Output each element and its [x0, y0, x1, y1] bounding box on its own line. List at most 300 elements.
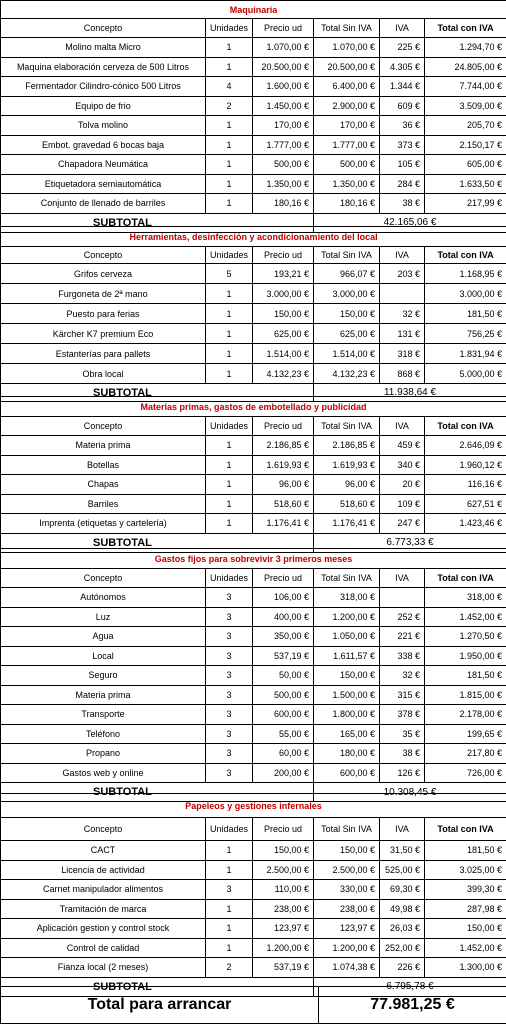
units-cell: 1: [206, 135, 253, 155]
concept-cell: CACT: [1, 841, 206, 861]
vat-cell: 69,30 €: [380, 880, 425, 900]
table-row: [1, 174, 506, 194]
vat-cell: 32 €: [380, 666, 425, 686]
table-row: [1, 135, 506, 155]
unit-price-cell: 400,00 €: [253, 607, 314, 627]
column-header: Unidades: [206, 247, 253, 264]
units-cell: 3: [206, 763, 253, 783]
table-row: [1, 860, 506, 880]
vat-cell: 1.344 €: [380, 77, 425, 97]
unit-price-cell: 200,00 €: [253, 763, 314, 783]
concept-cell: Licencia de actividad: [1, 860, 206, 880]
unit-price-cell: 1.514,00 €: [253, 344, 314, 364]
vat-cell: 38 €: [380, 744, 425, 764]
total-with-vat-cell: 3.025,00 €: [425, 860, 506, 880]
table-row: [1, 958, 506, 978]
vat-cell: 252 €: [380, 607, 425, 627]
concept-cell: Fermentador Cilindro-cónico 500 Litros: [1, 77, 206, 97]
total-with-vat-cell: 2.646,09 €: [425, 436, 506, 456]
budget-section-table: [0, 548, 506, 802]
units-cell: 3: [206, 724, 253, 744]
vat-cell: 109 €: [380, 494, 425, 514]
units-cell: 1: [206, 475, 253, 495]
total-with-vat-cell: 150,00 €: [425, 919, 506, 939]
concept-cell: Control de calidad: [1, 938, 206, 958]
total-with-vat-cell: 627,51 €: [425, 494, 506, 514]
total-with-vat-cell: 1.300,00 €: [425, 958, 506, 978]
column-header-row: [1, 818, 506, 841]
vat-cell: [380, 588, 425, 608]
total-with-vat-cell: 181,50 €: [425, 666, 506, 686]
total-with-vat-cell: 205,70 €: [425, 116, 506, 136]
units-cell: 1: [206, 194, 253, 214]
vat-cell: 221 €: [380, 627, 425, 647]
total-no-vat-cell: 123,97 €: [314, 919, 380, 939]
vat-cell: 315 €: [380, 685, 425, 705]
table-row: [1, 938, 506, 958]
total-with-vat-cell: 3.000,00 €: [425, 284, 506, 304]
units-cell: 1: [206, 860, 253, 880]
concept-cell: Maquina elaboración cerveza de 500 Litros: [1, 57, 206, 77]
units-cell: 1: [206, 364, 253, 384]
subtotal-value: 6.773,33 €: [314, 533, 506, 552]
column-header: Unidades: [206, 818, 253, 841]
table-row: [1, 705, 506, 725]
concept-cell: Botellas: [1, 455, 206, 475]
column-header: Precio ud: [253, 569, 314, 588]
column-header: Total Sin IVA: [314, 569, 380, 588]
unit-price-cell: 1.777,00 €: [253, 135, 314, 155]
vat-cell: 247 €: [380, 514, 425, 534]
section-title: Materias primas, gastos de embotellado y publicidad: [1, 397, 506, 417]
total-no-vat-cell: 1.050,00 €: [314, 627, 380, 647]
concept-cell: Agua: [1, 627, 206, 647]
units-cell: 3: [206, 666, 253, 686]
unit-price-cell: 110,00 €: [253, 880, 314, 900]
total-no-vat-cell: 170,00 €: [314, 116, 380, 136]
total-with-vat-cell: 1.270,50 €: [425, 627, 506, 647]
column-header: IVA: [380, 19, 425, 38]
subtotal-label: SUBTOTAL: [1, 384, 314, 402]
vat-cell: 35 €: [380, 724, 425, 744]
vat-cell: 868 €: [380, 364, 425, 384]
concept-cell: Etiquetadora semiautomática: [1, 174, 206, 194]
vat-cell: 338 €: [380, 646, 425, 666]
total-no-vat-cell: 96,00 €: [314, 475, 380, 495]
vat-cell: 373 €: [380, 135, 425, 155]
total-with-vat-cell: 287,98 €: [425, 899, 506, 919]
concept-cell: Puesto para ferias: [1, 304, 206, 324]
concept-cell: Autónomos: [1, 588, 206, 608]
units-cell: 1: [206, 514, 253, 534]
concept-cell: Tolva molino: [1, 116, 206, 136]
units-cell: 3: [206, 607, 253, 627]
concept-cell: Tramitación de marca: [1, 899, 206, 919]
table-row: [1, 841, 506, 861]
concept-cell: Imprenta (etiquetas y cartelería): [1, 514, 206, 534]
section-title-row: [1, 227, 506, 247]
column-header: Concepto: [1, 247, 206, 264]
unit-price-cell: 518,60 €: [253, 494, 314, 514]
unit-price-cell: 2.500,00 €: [253, 860, 314, 880]
total-no-vat-cell: 318,00 €: [314, 588, 380, 608]
total-with-vat-cell: 1.950,00 €: [425, 646, 506, 666]
column-header: Total con IVA: [425, 417, 506, 436]
total-with-vat-cell: 1.633,50 €: [425, 174, 506, 194]
table-row: [1, 494, 506, 514]
units-cell: 3: [206, 744, 253, 764]
units-cell: 1: [206, 436, 253, 456]
unit-price-cell: 106,00 €: [253, 588, 314, 608]
section-title: Gastos fijos para sobrevivir 3 primeros meses: [1, 549, 506, 569]
table-row: [1, 646, 506, 666]
subtotal-value: 42.165,06 €: [314, 213, 506, 232]
units-cell: 5: [206, 264, 253, 284]
table-row: [1, 685, 506, 705]
total-with-vat-cell: 1.294,70 €: [425, 38, 506, 58]
column-header: Unidades: [206, 19, 253, 38]
unit-price-cell: 60,00 €: [253, 744, 314, 764]
table-row: [1, 155, 506, 175]
column-header: Precio ud: [253, 818, 314, 841]
unit-price-cell: 600,00 €: [253, 705, 314, 725]
subtotal-value: 11.938,64 €: [314, 384, 506, 402]
total-no-vat-cell: 1.176,41 €: [314, 514, 380, 534]
concept-cell: Transporte: [1, 705, 206, 725]
column-header-row: [1, 569, 506, 588]
table-row: [1, 763, 506, 783]
total-no-vat-cell: 600,00 €: [314, 763, 380, 783]
concept-cell: Kärcher K7 premium Eco: [1, 324, 206, 344]
unit-price-cell: 1.070,00 €: [253, 38, 314, 58]
vat-cell: 131 €: [380, 324, 425, 344]
vat-cell: 32 €: [380, 304, 425, 324]
total-no-vat-cell: 150,00 €: [314, 304, 380, 324]
total-no-vat-cell: 1.611,57 €: [314, 646, 380, 666]
unit-price-cell: 1.176,41 €: [253, 514, 314, 534]
column-header: Concepto: [1, 818, 206, 841]
units-cell: 1: [206, 899, 253, 919]
budget-section-table: [0, 396, 506, 553]
units-cell: 3: [206, 685, 253, 705]
column-header: Total Sin IVA: [314, 818, 380, 841]
concept-cell: Materia prima: [1, 685, 206, 705]
total-with-vat-cell: 5.000,00 €: [425, 364, 506, 384]
units-cell: 3: [206, 588, 253, 608]
total-no-vat-cell: 1.777,00 €: [314, 135, 380, 155]
total-with-vat-cell: 116,16 €: [425, 475, 506, 495]
concept-cell: Barriles: [1, 494, 206, 514]
column-header: Total con IVA: [425, 247, 506, 264]
units-cell: 1: [206, 116, 253, 136]
vat-cell: 26,03 €: [380, 919, 425, 939]
vat-cell: 126 €: [380, 763, 425, 783]
units-cell: 1: [206, 494, 253, 514]
section-title-row: [1, 549, 506, 569]
vat-cell: 226 €: [380, 958, 425, 978]
unit-price-cell: 1.600,00 €: [253, 77, 314, 97]
total-no-vat-cell: 4.132,23 €: [314, 364, 380, 384]
total-no-vat-cell: 1.619,93 €: [314, 455, 380, 475]
column-header: IVA: [380, 818, 425, 841]
total-with-vat-cell: 181,50 €: [425, 304, 506, 324]
units-cell: 2: [206, 96, 253, 116]
subtotal-label: SUBTOTAL: [1, 977, 314, 996]
budget-section-table: [0, 226, 506, 402]
unit-price-cell: 96,00 €: [253, 475, 314, 495]
column-header: Unidades: [206, 569, 253, 588]
total-with-vat-cell: 1.960,12 €: [425, 455, 506, 475]
table-row: [1, 57, 506, 77]
vat-cell: 203 €: [380, 264, 425, 284]
table-row: [1, 899, 506, 919]
total-no-vat-cell: 500,00 €: [314, 155, 380, 175]
total-with-vat-cell: 2.178,00 €: [425, 705, 506, 725]
unit-price-cell: 1.619,93 €: [253, 455, 314, 475]
total-with-vat-cell: 1.452,00 €: [425, 938, 506, 958]
column-header: Total Sin IVA: [314, 417, 380, 436]
table-row: [1, 116, 506, 136]
unit-price-cell: 500,00 €: [253, 155, 314, 175]
total-no-vat-cell: 518,60 €: [314, 494, 380, 514]
section-title-row: [1, 397, 506, 417]
vat-cell: 378 €: [380, 705, 425, 725]
table-row: [1, 284, 506, 304]
total-with-vat-cell: 2.150,17 €: [425, 135, 506, 155]
total-with-vat-cell: 756,25 €: [425, 324, 506, 344]
vat-cell: 105 €: [380, 155, 425, 175]
units-cell: 1: [206, 841, 253, 861]
total-no-vat-cell: 1.800,00 €: [314, 705, 380, 725]
concept-cell: Materia prima: [1, 436, 206, 456]
units-cell: 2: [206, 958, 253, 978]
table-row: [1, 724, 506, 744]
column-header: Concepto: [1, 19, 206, 38]
total-with-vat-cell: 3.509,00 €: [425, 96, 506, 116]
total-no-vat-cell: 1.500,00 €: [314, 685, 380, 705]
vat-cell: 525,00 €: [380, 860, 425, 880]
concept-cell: Estanterías para pallets: [1, 344, 206, 364]
vat-cell: 31,50 €: [380, 841, 425, 861]
grand-total-row: [0, 986, 506, 1024]
vat-cell: 225 €: [380, 38, 425, 58]
total-no-vat-cell: 238,00 €: [314, 899, 380, 919]
vat-cell: 49,98 €: [380, 899, 425, 919]
units-cell: 1: [206, 324, 253, 344]
unit-price-cell: 1.350,00 €: [253, 174, 314, 194]
units-cell: 1: [206, 919, 253, 939]
subtotal-label: SUBTOTAL: [1, 213, 314, 232]
section-title: Herramientas, desinfección y acondicionamiento del local: [1, 227, 506, 247]
concept-cell: Furgoneta de 2ª mano: [1, 284, 206, 304]
table-row: [1, 96, 506, 116]
unit-price-cell: 20.500,00 €: [253, 57, 314, 77]
column-header: Precio ud: [253, 417, 314, 436]
vat-cell: 252,00 €: [380, 938, 425, 958]
unit-price-cell: 625,00 €: [253, 324, 314, 344]
total-with-vat-cell: 217,80 €: [425, 744, 506, 764]
concept-cell: Gastos web y online: [1, 763, 206, 783]
subtotal-value: 6.795,78 €: [314, 977, 506, 996]
concept-cell: Obra local: [1, 364, 206, 384]
table-row: [1, 324, 506, 344]
subtotal-label: SUBTOTAL: [1, 783, 314, 802]
table-row: [1, 744, 506, 764]
concept-cell: Aplicación gestion y control stock: [1, 919, 206, 939]
units-cell: 1: [206, 57, 253, 77]
column-header: Total con IVA: [425, 569, 506, 588]
total-no-vat-cell: 6.400,00 €: [314, 77, 380, 97]
concept-cell: Luz: [1, 607, 206, 627]
unit-price-cell: 180,16 €: [253, 194, 314, 214]
vat-cell: 284 €: [380, 174, 425, 194]
section-title-row: [1, 794, 506, 818]
total-no-vat-cell: 2.900,00 €: [314, 96, 380, 116]
concept-cell: Fianza local (2 meses): [1, 958, 206, 978]
unit-price-cell: 2.186,85 €: [253, 436, 314, 456]
table-row: [1, 77, 506, 97]
vat-cell: 318 €: [380, 344, 425, 364]
vat-cell: 459 €: [380, 436, 425, 456]
total-with-vat-cell: 217,99 €: [425, 194, 506, 214]
grand-total-value: 77.981,25 €: [319, 987, 506, 1024]
total-with-vat-cell: 726,00 €: [425, 763, 506, 783]
total-no-vat-cell: 625,00 €: [314, 324, 380, 344]
unit-price-cell: 1.450,00 €: [253, 96, 314, 116]
total-no-vat-cell: 180,00 €: [314, 744, 380, 764]
concept-cell: Local: [1, 646, 206, 666]
vat-cell: [380, 284, 425, 304]
table-row: [1, 455, 506, 475]
concept-cell: Grifos cerveza: [1, 264, 206, 284]
table-row: [1, 588, 506, 608]
units-cell: 1: [206, 284, 253, 304]
section-title: Papeleos y gestiones infernales: [1, 794, 506, 818]
subtotal-label: SUBTOTAL: [1, 533, 314, 552]
units-cell: 1: [206, 455, 253, 475]
subtotal-value: 10.308,45 €: [314, 783, 506, 802]
unit-price-cell: 1.200,00 €: [253, 938, 314, 958]
total-with-vat-cell: 181,50 €: [425, 841, 506, 861]
table-row: [1, 264, 506, 284]
total-with-vat-cell: 605,00 €: [425, 155, 506, 175]
units-cell: 3: [206, 627, 253, 647]
units-cell: 4: [206, 77, 253, 97]
section-title: Maquinaria: [1, 1, 506, 19]
units-cell: 3: [206, 646, 253, 666]
column-header: Total Sin IVA: [314, 19, 380, 38]
total-no-vat-cell: 966,07 €: [314, 264, 380, 284]
unit-price-cell: 500,00 €: [253, 685, 314, 705]
table-row: [1, 304, 506, 324]
total-with-vat-cell: 399,30 €: [425, 880, 506, 900]
units-cell: 1: [206, 174, 253, 194]
total-no-vat-cell: 180,16 €: [314, 194, 380, 214]
total-no-vat-cell: 20.500,00 €: [314, 57, 380, 77]
units-cell: 1: [206, 938, 253, 958]
table-row: [1, 627, 506, 647]
column-header: Concepto: [1, 569, 206, 588]
column-header: Total con IVA: [425, 818, 506, 841]
column-header: IVA: [380, 417, 425, 436]
column-header: Unidades: [206, 417, 253, 436]
column-header: IVA: [380, 569, 425, 588]
total-with-vat-cell: 1.452,00 €: [425, 607, 506, 627]
total-no-vat-cell: 330,00 €: [314, 880, 380, 900]
total-with-vat-cell: 1.168,95 €: [425, 264, 506, 284]
concept-cell: Carnet manipulador alimentos: [1, 880, 206, 900]
vat-cell: 20 €: [380, 475, 425, 495]
total-with-vat-cell: 1.423,46 €: [425, 514, 506, 534]
vat-cell: 609 €: [380, 96, 425, 116]
total-no-vat-cell: 165,00 €: [314, 724, 380, 744]
table-row: [1, 880, 506, 900]
total-no-vat-cell: 1.350,00 €: [314, 174, 380, 194]
table-row: [1, 514, 506, 534]
total-no-vat-cell: 2.500,00 €: [314, 860, 380, 880]
budget-section-table: [0, 0, 506, 233]
column-header: Total Sin IVA: [314, 247, 380, 264]
table-row: [1, 919, 506, 939]
column-header-row: [1, 247, 506, 264]
concept-cell: Equipo de frio: [1, 96, 206, 116]
vat-cell: 340 €: [380, 455, 425, 475]
unit-price-cell: 150,00 €: [253, 304, 314, 324]
concept-cell: Teléfono: [1, 724, 206, 744]
concept-cell: Molino malta Micro: [1, 38, 206, 58]
column-header: Precio ud: [253, 247, 314, 264]
table-row: [1, 475, 506, 495]
total-no-vat-cell: 1.074,38 €: [314, 958, 380, 978]
unit-price-cell: 193,21 €: [253, 264, 314, 284]
concept-cell: Chapadora Neumática: [1, 155, 206, 175]
unit-price-cell: 537,19 €: [253, 646, 314, 666]
total-no-vat-cell: 150,00 €: [314, 666, 380, 686]
total-with-vat-cell: 7.744,00 €: [425, 77, 506, 97]
column-header: Concepto: [1, 417, 206, 436]
concept-cell: Embot. gravedad 6 bocas baja: [1, 135, 206, 155]
column-header-row: [1, 19, 506, 38]
table-row: [1, 436, 506, 456]
unit-price-cell: 150,00 €: [253, 841, 314, 861]
units-cell: 3: [206, 705, 253, 725]
vat-cell: 38 €: [380, 194, 425, 214]
table-row: [1, 344, 506, 364]
vat-cell: 4.305 €: [380, 57, 425, 77]
unit-price-cell: 4.132,23 €: [253, 364, 314, 384]
total-no-vat-cell: 1.514,00 €: [314, 344, 380, 364]
unit-price-cell: 537,19 €: [253, 958, 314, 978]
total-with-vat-cell: 1.831,94 €: [425, 344, 506, 364]
concept-cell: Chapas: [1, 475, 206, 495]
budget-section-table: [0, 793, 506, 997]
table-row: [1, 666, 506, 686]
concept-cell: Conjunto de llenado de barriles: [1, 194, 206, 214]
grand-total-label: Total para arrancar: [1, 987, 319, 1024]
unit-price-cell: 3.000,00 €: [253, 284, 314, 304]
concept-cell: Propano: [1, 744, 206, 764]
total-no-vat-cell: 1.200,00 €: [314, 938, 380, 958]
units-cell: 1: [206, 344, 253, 364]
vat-cell: 36 €: [380, 116, 425, 136]
total-no-vat-cell: 150,00 €: [314, 841, 380, 861]
unit-price-cell: 55,00 €: [253, 724, 314, 744]
total-no-vat-cell: 1.200,00 €: [314, 607, 380, 627]
column-header: Total con IVA: [425, 19, 506, 38]
unit-price-cell: 238,00 €: [253, 899, 314, 919]
table-row: [1, 38, 506, 58]
units-cell: 3: [206, 880, 253, 900]
